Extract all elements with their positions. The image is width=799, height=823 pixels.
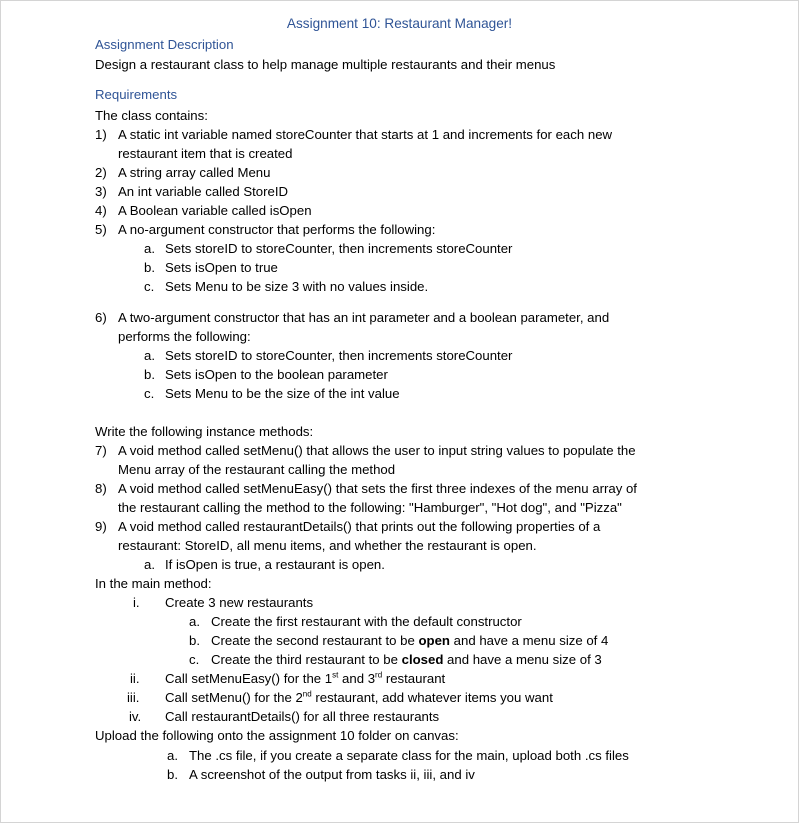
list-item-text: restaurant item that is created	[118, 146, 293, 161]
upload-intro: Upload the following onto the assignment 10 folder on canvas:	[95, 728, 459, 743]
sub-item-text: Create the first restaurant with the default constructor	[211, 614, 522, 629]
list-item-text: A two-argument constructor that has an int parameter and a boolean parameter, and	[118, 310, 610, 325]
sub-number: a.	[144, 241, 155, 256]
list-item-text: A Boolean variable called isOpen	[118, 203, 312, 218]
step-text: Call restaurantDetails() for all three restaurants	[165, 709, 440, 724]
sub-number: c.	[144, 386, 155, 401]
sub-number: b.	[144, 260, 155, 275]
description-text: Design a restaurant class to help manage multiple restaurants and their menus	[95, 57, 556, 72]
sub-item-text: The .cs file, if you create a separate class for the main, upload both .cs files	[189, 748, 629, 763]
roman-number: ii.	[130, 671, 140, 686]
sub-number: a.	[144, 557, 155, 572]
main-intro: In the main method:	[95, 576, 212, 591]
description-heading: Assignment Description	[95, 37, 234, 52]
requirements-intro: The class contains:	[95, 108, 208, 123]
sub-number: a.	[144, 348, 155, 363]
sub-item-text: Create the third restaurant to be closed and have a menu size of 3	[211, 652, 602, 667]
methods-intro: Write the following instance methods:	[95, 424, 314, 439]
list-number: 2)	[95, 165, 107, 180]
list-item-text: Menu array of the restaurant calling the method	[118, 462, 396, 477]
sub-number: b.	[189, 633, 200, 648]
list-item-text: performs the following:	[118, 329, 251, 344]
list-number: 5)	[95, 222, 107, 237]
sub-number: c.	[144, 279, 155, 294]
list-item-text: A string array called Menu	[118, 165, 271, 180]
sub-item-text: Sets storeID to storeCounter, then increments storeCounter	[165, 348, 513, 363]
step-text: Create 3 new restaurants	[165, 595, 314, 610]
sub-number: c.	[189, 652, 200, 667]
list-item-text: A void method called restaurantDetails() that prints out the following properties of a	[118, 519, 601, 534]
sub-item-text: Create the second restaurant to be open and have a menu size of 4	[211, 633, 609, 648]
list-item-text: An int variable called StoreID	[118, 184, 289, 199]
sub-number: a.	[167, 748, 178, 763]
sub-number: b.	[167, 767, 178, 782]
list-number: 9)	[95, 519, 107, 534]
sub-item-text: Sets storeID to storeCounter, then increments storeCounter	[165, 241, 513, 256]
list-item-text: the restaurant calling the method to the following: "Hamburger", "Hot dog", and "Pizza"	[118, 500, 622, 515]
sub-item-text: A screenshot of the output from tasks ii, iii, and iv	[189, 767, 475, 782]
sub-item-text: Sets isOpen to the boolean parameter	[165, 367, 388, 382]
sub-item-text: Sets isOpen to true	[165, 260, 278, 275]
list-item-text: A void method called setMenuEasy() that sets the first three indexes of the menu array of	[118, 481, 637, 496]
page-title: Assignment 10: Restaurant Manager!	[286, 16, 513, 31]
roman-number: iv.	[129, 709, 142, 724]
list-item-text: A no-argument constructor that performs the following:	[118, 222, 436, 237]
list-number: 4)	[95, 203, 107, 218]
list-number: 1)	[95, 127, 107, 142]
list-item-text: A static int variable named storeCounter that starts at 1 and increments for each new	[118, 127, 613, 142]
sub-number: a.	[189, 614, 200, 629]
list-item-text: restaurant: StoreID, all menu items, and whether the restaurant is open.	[118, 538, 537, 553]
list-number: 3)	[95, 184, 107, 199]
sub-number: b.	[144, 367, 155, 382]
sub-item-text: Sets Menu to be size 3 with no values inside.	[165, 279, 429, 294]
roman-number: iii.	[127, 690, 140, 705]
sub-item-text: If isOpen is true, a restaurant is open.	[165, 557, 385, 572]
requirements-heading: Requirements	[95, 87, 178, 102]
list-item-text: A void method called setMenu() that allows the user to input string values to populate the	[118, 443, 636, 458]
step-text: Call setMenuEasy() for the 1st and 3rd restaurant	[165, 670, 446, 686]
roman-number: i.	[133, 595, 140, 610]
list-number: 8)	[95, 481, 107, 496]
sub-item-text: Sets Menu to be the size of the int value	[165, 386, 400, 401]
list-number: 7)	[95, 443, 107, 458]
list-number: 6)	[95, 310, 107, 325]
step-text: Call setMenu() for the 2nd restaurant, add whatever items you want	[165, 689, 553, 705]
